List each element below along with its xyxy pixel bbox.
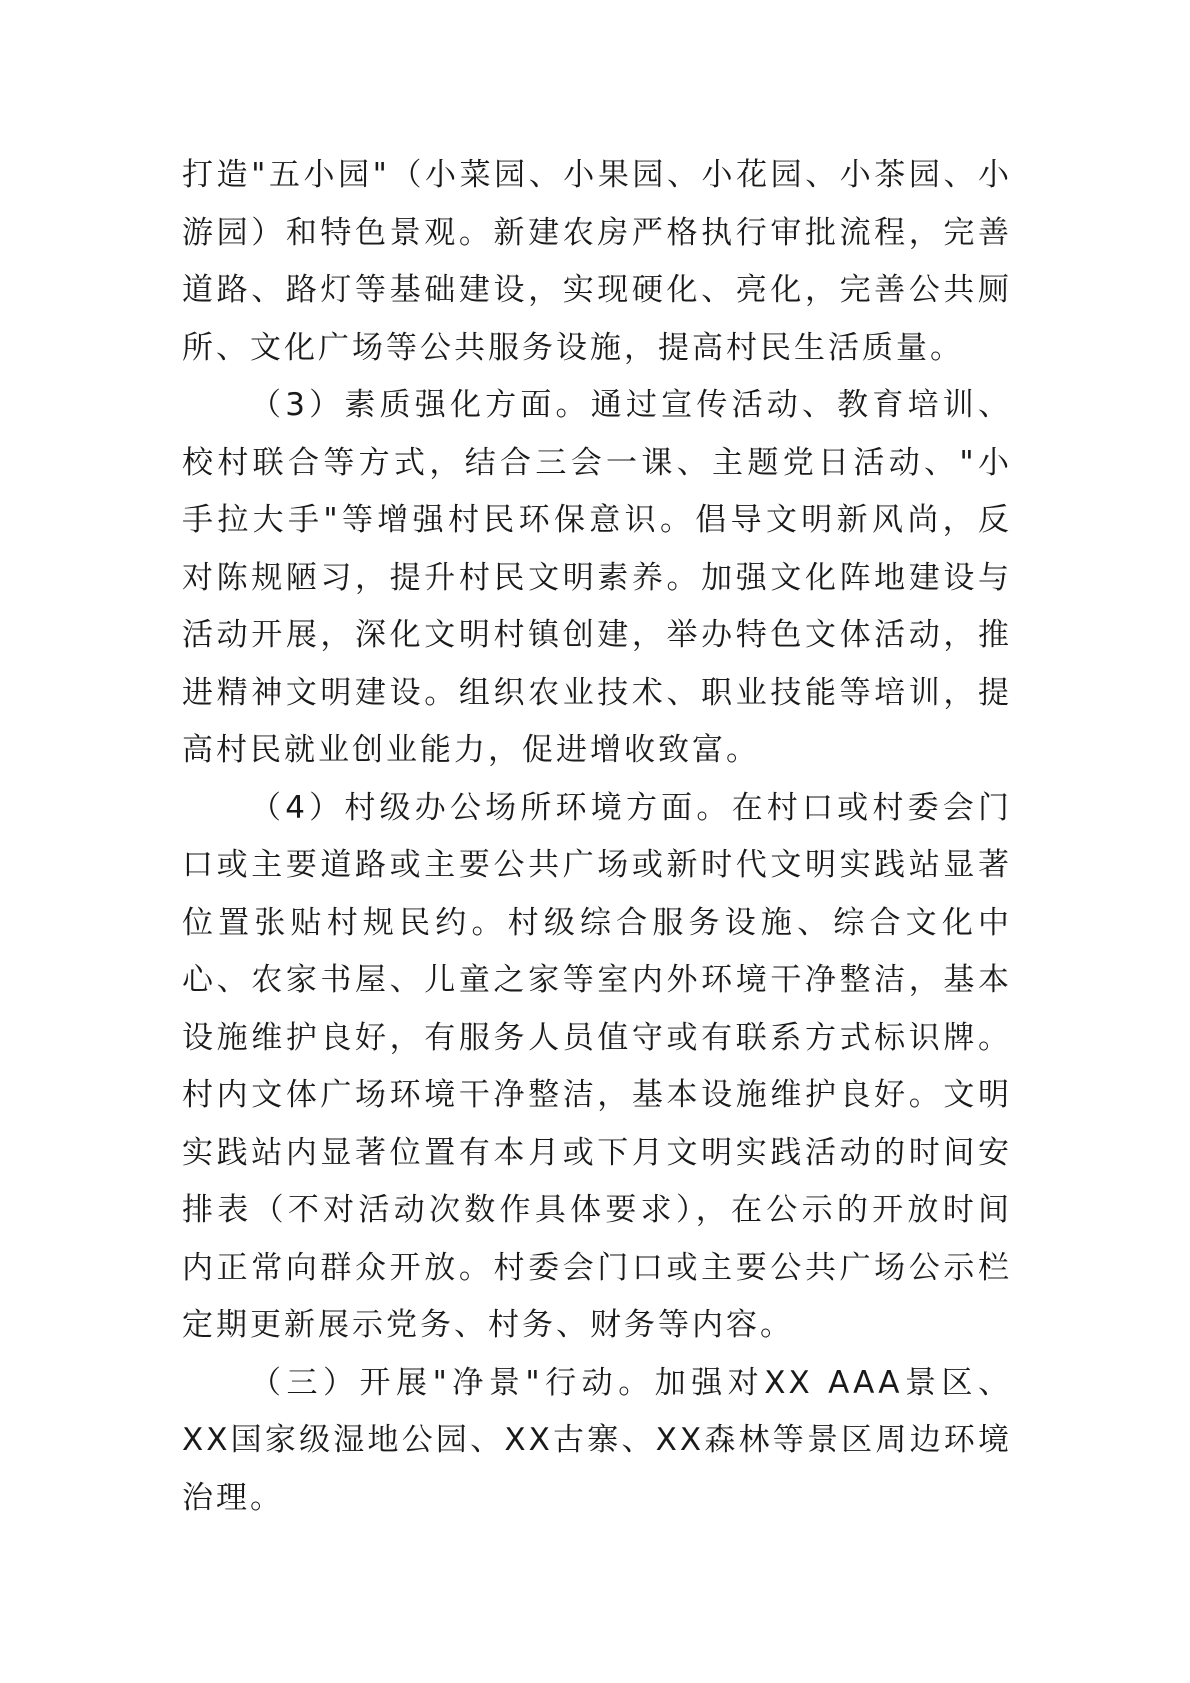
paragraph-village-office-environment: （4）村级办公场所环境方面。在村口或村委会门口或主要道路或主要公共广场或新时代文明实践站显著位置张贴村规民约。村级综合服务设施、综合文化中心、农家书屋、儿童之家等室内外环境干净整洁，基本设施维护良好，有服务人员值守或有联系方式标识牌。村内文体广场环境干净整洁，基本设施维护良好。文明实践站内显著位置有本月或下月文明实践活动的时间安排表（不对活动次数作具体要求），在公示的开放时间内正常向群众开放。村委会门口或主要公共广场公示栏定期更新展示党务、村务、财务等内容。 xyxy=(182,789,1012,1343)
paragraph-clean-scenery-action: （三）开展"净景"行动。加强对XX AAA景区、XX国家级湿地公园、XX古寨、XX森林等景区周边环境治理。 xyxy=(182,1364,1012,1516)
document-body xyxy=(182,147,1012,1527)
paragraph-continuation: 打造"五小园"（小菜园、小果园、小花园、小茶园、小游园）和特色景观。新建农房严格执行审批流程，完善道路、路灯等基础建设，实现硬化、亮化，完善公共厕所、文化广场等公共服务设施，提高村民生活质量。 xyxy=(182,157,1012,366)
paragraph-quality-strengthening: （3）素质强化方面。通过宣传活动、教育培训、校村联合等方式，结合三会一课、主题党日活动、"小手拉大手"等增强村民环保意识。倡导文明新风尚，反对陈规陋习，提升村民文明素养。加强文化阵地建设与活动开展，深化文明村镇创建，举办特色文体活动，推进精神文明建设。组织农业技术、职业技能等培训，提高村民就业创业能力，促进增收致富。 xyxy=(182,387,1012,768)
